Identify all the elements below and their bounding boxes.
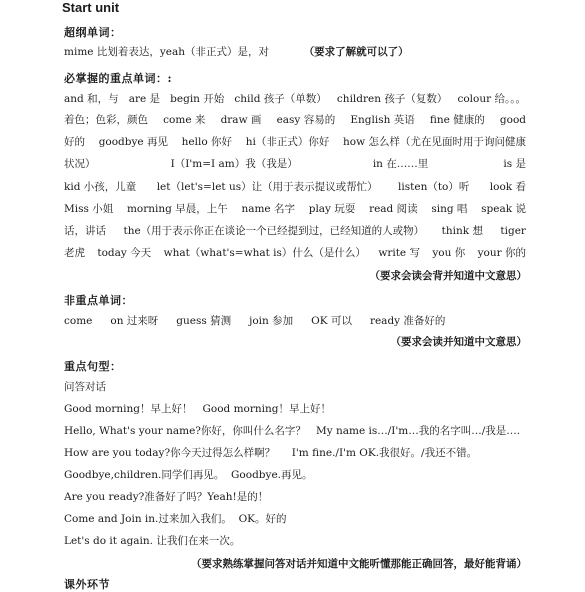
nonkey-words-heading: 非重点单词： xyxy=(64,294,133,307)
vocab-entry: 老虎 xyxy=(64,247,85,259)
vocab-entry: listen（to）听 xyxy=(398,181,470,193)
vocab-entry: think 想 xyxy=(441,225,483,237)
sentence-line: Let's do it again. 让我们在来一次。 xyxy=(64,535,241,547)
nonkey-words-line xyxy=(64,314,526,328)
sentence-line: How are you today?你今天过得怎么样啊？ I'm fine./I'm OK.我很好。/我还不错。 xyxy=(64,447,478,459)
beyond-words-heading: 超纲单词： xyxy=(64,26,122,39)
vocab-entry: goodbye 再见 xyxy=(98,136,168,148)
key-words-note: （要求会读会背并知道中文意思） xyxy=(369,270,527,282)
vocab-entry: come 来 xyxy=(163,114,206,126)
bottom-partial-heading: 课外环节 xyxy=(64,578,110,591)
sentence-subheading: 问答对话 xyxy=(64,381,106,393)
key-words-line xyxy=(64,157,526,171)
key-words-line xyxy=(64,92,526,106)
vocab-entry: on 过来呀 xyxy=(110,315,159,327)
vocab-entry: kid 小孩，儿童 xyxy=(64,181,137,193)
key-words-heading: 必掌握的重点单词：: xyxy=(64,72,173,85)
vocab-entry: look 看 xyxy=(489,181,526,193)
beyond-words-note: （要求了解就可以了） xyxy=(303,46,409,58)
key-words-line xyxy=(64,135,526,149)
nonkey-words-note: （要求会读并知道中文意思） xyxy=(390,336,527,348)
sentence-line: Hello, What's your name?你好，你叫什么名字？ My name is…/I'm…我的名字叫…/我是…. xyxy=(64,425,521,437)
key-words-line xyxy=(64,113,526,127)
vocab-entry: morning 早晨，上午 xyxy=(126,203,228,215)
vocab-entry: write 写 xyxy=(378,247,420,259)
vocab-entry: is 是 xyxy=(503,158,526,170)
vocab-entry: name 名字 xyxy=(241,203,295,215)
vocab-entry: hello 你好 xyxy=(181,136,233,148)
vocab-entry: read 阅读 xyxy=(369,203,418,215)
page-title: Start unit xyxy=(62,0,120,15)
vocab-entry: how 怎么样（尤在见面时用于询问健康 xyxy=(343,136,526,148)
beyond-words-text: mime 比划着表达，yeah（非正式）是，对 xyxy=(64,46,269,58)
sentence-line: Goodbye,children.同学们再见。 Goodbye.再见。 xyxy=(64,469,313,481)
vocab-entry: 着色；色彩，颜色 xyxy=(64,114,148,126)
vocab-entry: today 今天 xyxy=(97,247,152,259)
vocab-entry: and 和，与 xyxy=(64,93,119,105)
vocab-entry: speak 说 xyxy=(481,203,526,215)
vocab-entry: English 英语 xyxy=(350,114,415,126)
vocab-entry: are 是 xyxy=(128,93,161,105)
vocab-entry: 好的 xyxy=(64,136,85,148)
vocab-entry: good xyxy=(499,114,526,126)
vocab-entry: easy 容易的 xyxy=(276,114,336,126)
vocab-entry: join 参加 xyxy=(249,315,294,327)
vocab-entry: children 孩子（复数） xyxy=(336,93,448,105)
vocab-entry: ready 准备好的 xyxy=(369,315,446,327)
vocab-entry: Miss 小姐 xyxy=(64,203,114,215)
vocab-entry: fine 健康的 xyxy=(429,114,485,126)
vocab-entry: tiger xyxy=(500,225,526,237)
key-words-line xyxy=(64,246,526,260)
vocab-entry: OK 可以 xyxy=(311,315,352,327)
vocab-entry: child 孩子（单数） xyxy=(234,93,327,105)
key-words-line xyxy=(64,202,526,216)
key-words-line xyxy=(64,224,526,238)
vocab-entry: let（let's=let us）让（用于表示提议或帮忙） xyxy=(156,181,378,193)
vocab-entry: come xyxy=(64,315,93,327)
vocab-entry: what（what's=what is）什么（是什么） xyxy=(163,247,366,259)
vocab-entry: draw 画 xyxy=(220,114,262,126)
vocab-entry: hi（非正式）你好 xyxy=(245,136,330,148)
vocab-entry: sing 唱 xyxy=(431,203,468,215)
vocab-entry: in 在……里 xyxy=(372,158,429,170)
vocab-entry: guess 猜测 xyxy=(176,315,232,327)
sentence-line: Are you ready?准备好了吗？Yeah!是的！ xyxy=(64,491,269,503)
vocab-entry: 话，讲话 xyxy=(64,225,106,237)
vocab-entry: I（I'm=I am）我（我是） xyxy=(170,158,298,170)
vocab-entry: your 你的 xyxy=(477,247,526,259)
sentence-note: （要求熟练掌握问答对话并知道中文能听懂那能正确回答，最好能背诵） xyxy=(191,558,527,570)
vocab-entry: colour 给。。。 xyxy=(457,93,526,105)
vocab-entry: begin 开始 xyxy=(170,93,225,105)
sentence-line: Come and Join in.过来加入我们。 OK。好的 xyxy=(64,513,287,525)
key-words-line xyxy=(64,180,526,194)
sentence-heading: 重点句型： xyxy=(64,360,122,373)
vocab-entry: the（用于表示你正在谈论一个已经提到过，已经知道的人或物） xyxy=(123,225,425,237)
sentence-line: Good morning！早上好！ Good morning！早上好！ xyxy=(64,403,331,415)
beyond-words-line xyxy=(64,45,409,59)
vocab-entry: play 玩耍 xyxy=(308,203,356,215)
vocab-entry: you 你 xyxy=(432,247,466,259)
vocab-entry: 状况） xyxy=(64,158,96,170)
